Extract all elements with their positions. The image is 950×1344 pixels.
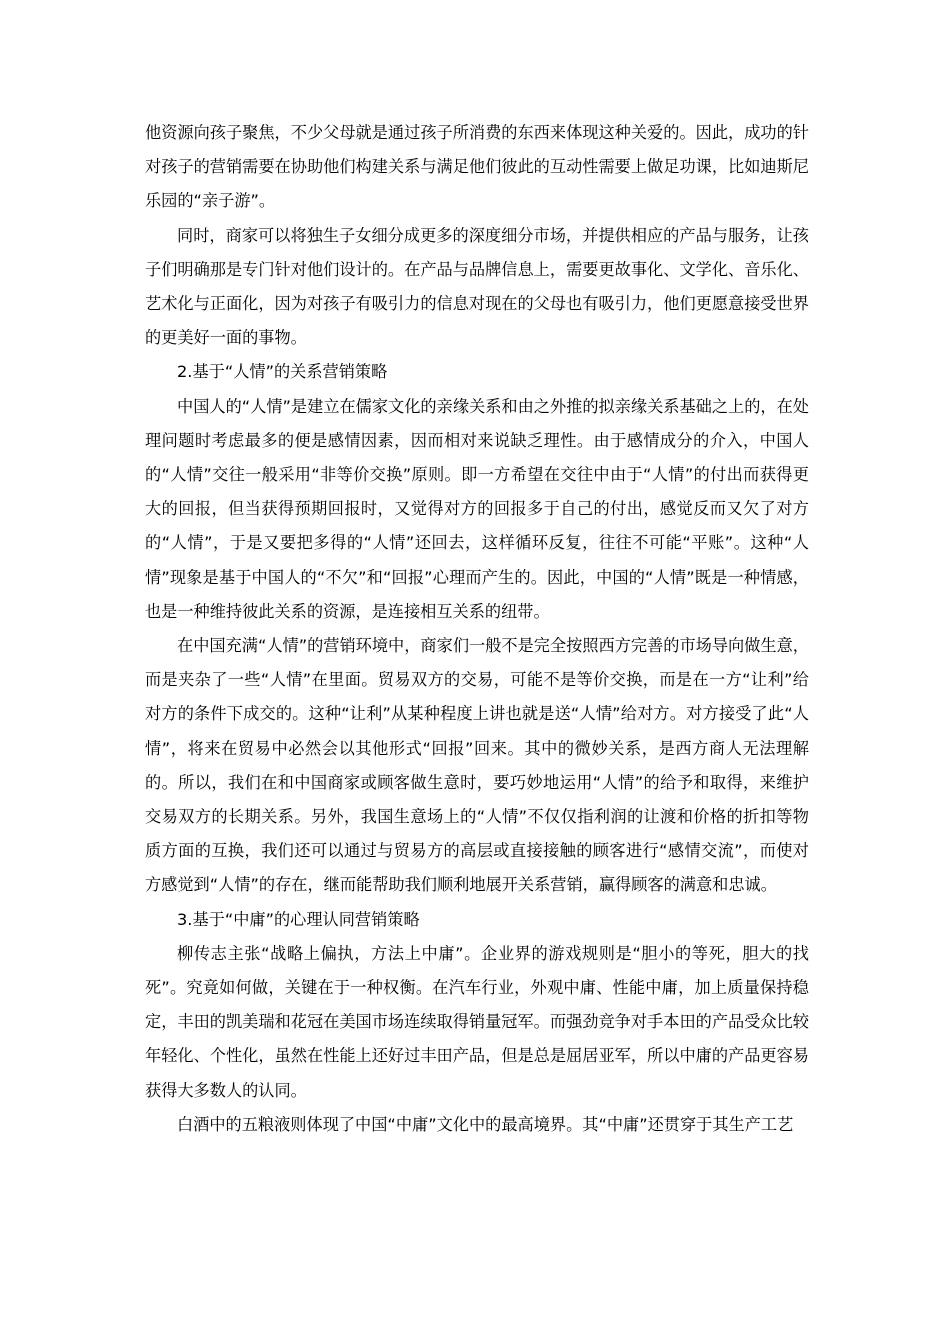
body-paragraph: 同时，商家可以将独生子女细分成更多的深度细分市场，并提供相应的产品与服务，让孩子们明确那是专门针对他们设计的。在产品与品牌信息上，需要更故事化、文学化、音乐化、艺术化与正面化，因为对孩子有吸引力的信息对现在的父母也有吸引力，他们更愿意接受世界的更美好一面的事物。 — [145, 225, 809, 348]
section-heading: 3.基于“中庸”的心理认同营销策略 — [177, 909, 420, 929]
body-paragraph: 白酒中的五粮液则体现了中国“中庸”文化中的最高境界。其“中庸”还贯穿于其生产工艺 — [177, 1114, 794, 1134]
body-paragraph: 在中国充满“人情”的营销环境中，商家们一般不是完全按照西方完善的市场导向做生意，而是夹杂了一些“人情”在里面。贸易双方的交易，可能不是等价交换，而是在一方“让利”给对方的条件下成交的。这种“让利”从某种程度上讲也就是送“人情”给对方。对方接受了此“人情”，将来在贸易中必然会以其他形式“回报”回来。其中的微妙关系，是西方商人无法理解的。所以，我们在和中国商家或顾客做生意时，要巧妙地运用“人情”的给予和取得，来维护交易双方的长期关系。另外，我国生意场上的“人情”不仅仅指利润的让渡和价格的折扣等物质方面的互换，我们还可以通过与贸易方的高层或直接接触的顾客进行“感情交流”，而使对方感觉到“人情”的存在，继而能帮助我们顺利地展开关系营销，赢得顾客的满意和忠诚。 — [145, 636, 809, 895]
body-paragraph: 他资源向孩子聚焦，不少父母就是通过孩子所消费的东西来体现这种关爱的。因此，成功的针对孩子的营销需要在协助他们构建关系与满足他们彼此的互动性需要上做足功课，比如迪斯尼乐园的“亲子游”。 — [145, 123, 809, 211]
section-heading: 2.基于“人情”的关系营销策略 — [177, 362, 388, 382]
body-paragraph: 中国人的“人情”是建立在儒家文化的亲缘关系和由之外推的拟亲缘关系基础之上的，在处理问题时考虑最多的便是感情因素，因而相对来说缺乏理性。由于感情成分的介入，中国人的“人情”交往一般采用“非等价交换”原则。即一方希望在交往中由于“人情”的付出而获得更大的回报，但当获得预期回报时，又觉得对方的回报多于自己的付出，感觉反而又欠了对方的“人情”，于是又要把多得的“人情”还回去，这样循环反复，往往不可能“平账”。这种“人情”现象是基于中国人的“不欠”和“回报”心理而产生的。因此，中国的“人情”既是一种情感，也是一种维持彼此关系的资源，是连接相互关系的纽带。 — [145, 396, 809, 621]
document-page — [145, 116, 809, 1142]
body-paragraph: 柳传志主张“战略上偏执，方法上中庸”。企业界的游戏规则是“胆小的等死，胆大的找死”。究竟如何做，关键在于一种权衡。在汽车行业，外观中庸、性能中庸，加上质量保持稳定，丰田的凯美瑞和花冠在美国市场连续取得销量冠军。而强劲竞争对手本田的产品受众比较年轻化、个性化，虽然在性能上还好过丰田产品，但是总是屈居亚军，所以中庸的产品更容易获得大多数人的认同。 — [145, 943, 809, 1100]
